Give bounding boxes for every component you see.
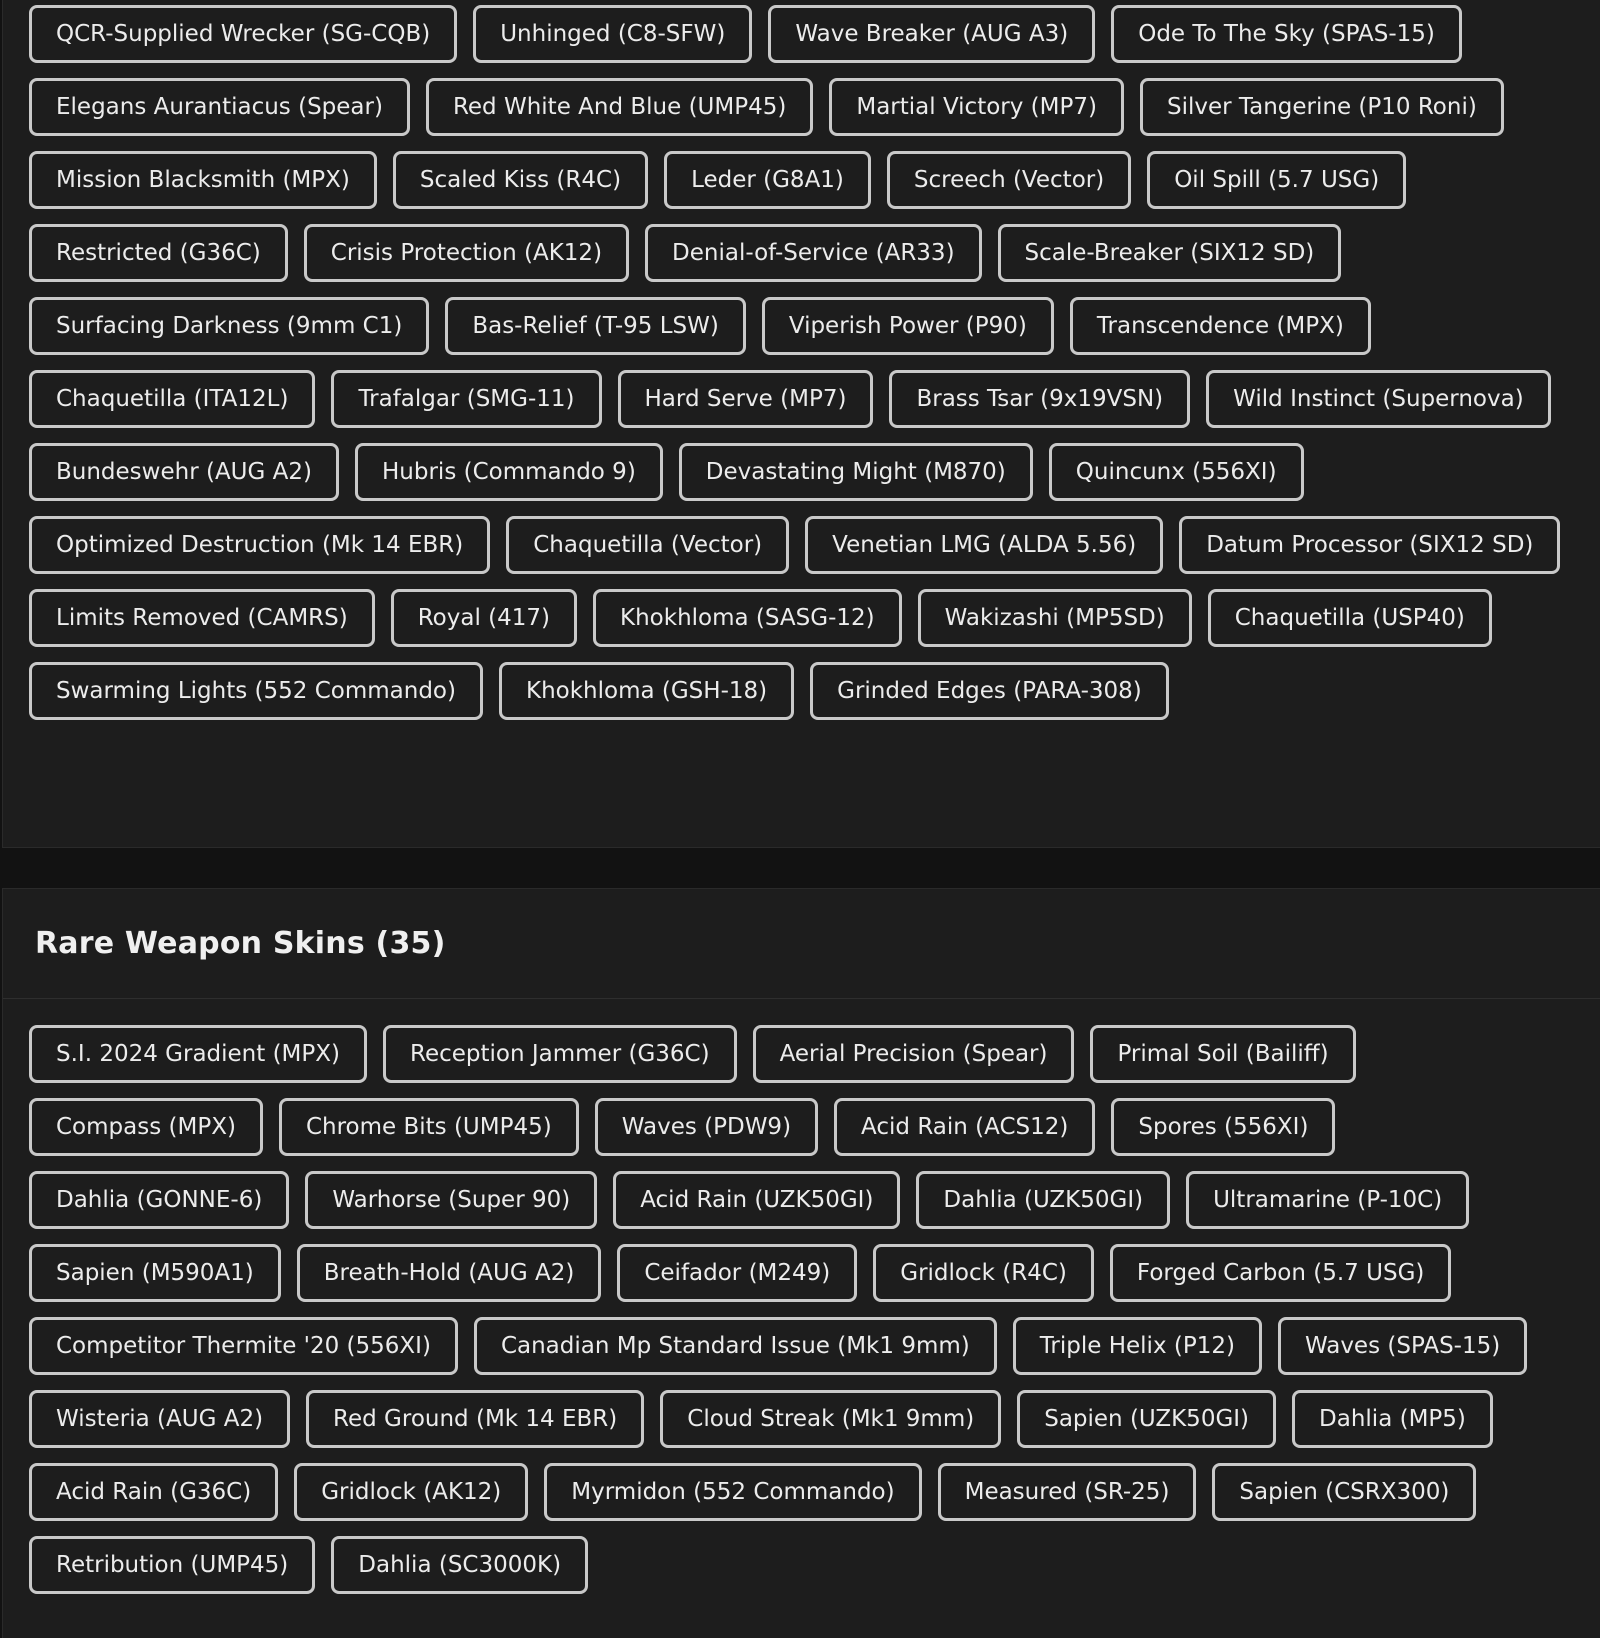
- skin-chip[interactable]: Acid Rain (ACS12): [834, 1098, 1095, 1156]
- skin-chip[interactable]: Chaquetilla (Vector): [506, 516, 789, 574]
- skin-chip[interactable]: QCR-Supplied Wrecker (SG-CQB): [29, 5, 457, 63]
- skin-chip[interactable]: Forged Carbon (5.7 USG): [1110, 1244, 1451, 1302]
- skin-chip[interactable]: Transcendence (MPX): [1070, 297, 1371, 355]
- skin-chip[interactable]: Reception Jammer (G36C): [383, 1025, 737, 1083]
- rare-skins-header: [3, 889, 1600, 999]
- skin-chip[interactable]: Chaquetilla (USP40): [1208, 589, 1492, 647]
- skin-chip[interactable]: Dahlia (MP5): [1292, 1390, 1493, 1448]
- skin-chip[interactable]: Aerial Precision (Spear): [753, 1025, 1075, 1083]
- skin-chip[interactable]: Hard Serve (MP7): [618, 370, 874, 428]
- epic-skins-list: [29, 5, 1586, 720]
- skin-chip[interactable]: Retribution (UMP45): [29, 1536, 315, 1594]
- skin-chip[interactable]: Devastating Might (M870): [679, 443, 1033, 501]
- skin-chip[interactable]: Brass Tsar (9x19VSN): [889, 370, 1190, 428]
- skin-chip[interactable]: Swarming Lights (552 Commando): [29, 662, 483, 720]
- rare-skins-list: [29, 1025, 1586, 1594]
- skin-chip[interactable]: Dahlia (GONNE-6): [29, 1171, 289, 1229]
- skin-chip[interactable]: Waves (PDW9): [595, 1098, 818, 1156]
- skin-chip[interactable]: Hubris (Commando 9): [355, 443, 663, 501]
- skin-chip[interactable]: Gridlock (R4C): [873, 1244, 1094, 1302]
- skin-chip[interactable]: Dahlia (UZK50GI): [916, 1171, 1170, 1229]
- skin-chip[interactable]: Sapien (M590A1): [29, 1244, 281, 1302]
- epic-skins-panel: [2, 0, 1600, 848]
- skin-chip[interactable]: Khokhloma (SASG-12): [593, 589, 902, 647]
- skin-chip[interactable]: Venetian LMG (ALDA 5.56): [805, 516, 1163, 574]
- skin-chip[interactable]: Grinded Edges (PARA-308): [810, 662, 1169, 720]
- skin-chip[interactable]: Waves (SPAS-15): [1278, 1317, 1527, 1375]
- skin-chip[interactable]: Screech (Vector): [887, 151, 1131, 209]
- skin-chip[interactable]: Wave Breaker (AUG A3): [768, 5, 1095, 63]
- skin-chip[interactable]: Viperish Power (P90): [762, 297, 1054, 355]
- skin-chip[interactable]: Primal Soil (Bailiff): [1090, 1025, 1355, 1083]
- skin-chip[interactable]: Leder (G8A1): [664, 151, 871, 209]
- skin-chip[interactable]: Competitor Thermite '20 (556XI): [29, 1317, 458, 1375]
- skin-chip[interactable]: Wild Instinct (Supernova): [1206, 370, 1551, 428]
- skin-chip[interactable]: Scale-Breaker (SIX12 SD): [998, 224, 1342, 282]
- skin-chip[interactable]: Canadian Mp Standard Issue (Mk1 9mm): [474, 1317, 997, 1375]
- skin-chip[interactable]: Red White And Blue (UMP45): [426, 78, 813, 136]
- skin-chip[interactable]: Royal (417): [391, 589, 577, 647]
- skin-chip[interactable]: Measured (SR-25): [938, 1463, 1197, 1521]
- skin-chip[interactable]: Optimized Destruction (Mk 14 EBR): [29, 516, 490, 574]
- skin-chip[interactable]: Cloud Streak (Mk1 9mm): [660, 1390, 1001, 1448]
- skin-chip[interactable]: Acid Rain (G36C): [29, 1463, 278, 1521]
- skin-chip[interactable]: Spores (556XI): [1111, 1098, 1335, 1156]
- skin-chip[interactable]: Warhorse (Super 90): [305, 1171, 597, 1229]
- skin-chip[interactable]: Gridlock (AK12): [294, 1463, 528, 1521]
- skin-chip[interactable]: Sapien (UZK50GI): [1017, 1390, 1276, 1448]
- skin-chip[interactable]: Bundeswehr (AUG A2): [29, 443, 339, 501]
- skin-chip[interactable]: Elegans Aurantiacus (Spear): [29, 78, 410, 136]
- skin-chip[interactable]: S.I. 2024 Gradient (MPX): [29, 1025, 367, 1083]
- skin-chip[interactable]: Datum Processor (SIX12 SD): [1179, 516, 1560, 574]
- skin-chip[interactable]: Ode To The Sky (SPAS-15): [1111, 5, 1462, 63]
- skin-chip[interactable]: Martial Victory (MP7): [829, 78, 1124, 136]
- skin-chip[interactable]: Wisteria (AUG A2): [29, 1390, 290, 1448]
- skin-chip[interactable]: Crisis Protection (AK12): [304, 224, 629, 282]
- skin-chip[interactable]: Acid Rain (UZK50GI): [613, 1171, 900, 1229]
- rare-skins-title: Rare Weapon Skins (35): [35, 926, 446, 961]
- skin-chip[interactable]: Silver Tangerine (P10 Roni): [1140, 78, 1504, 136]
- skin-chip[interactable]: Dahlia (SC3000K): [331, 1536, 588, 1594]
- skin-chip[interactable]: Scaled Kiss (R4C): [393, 151, 648, 209]
- skin-chip[interactable]: Denial-of-Service (AR33): [645, 224, 982, 282]
- skin-chip[interactable]: Quincunx (556XI): [1049, 443, 1304, 501]
- skin-chip[interactable]: Restricted (G36C): [29, 224, 288, 282]
- skin-chip[interactable]: Unhinged (C8-SFW): [473, 5, 752, 63]
- skin-chip[interactable]: Chaquetilla (ITA12L): [29, 370, 315, 428]
- skin-chip[interactable]: Red Ground (Mk 14 EBR): [306, 1390, 644, 1448]
- skin-chip[interactable]: Ultramarine (P-10C): [1186, 1171, 1469, 1229]
- skin-chip[interactable]: Myrmidon (552 Commando): [544, 1463, 921, 1521]
- skin-chip[interactable]: Breath-Hold (AUG A2): [297, 1244, 602, 1302]
- skin-chip[interactable]: Compass (MPX): [29, 1098, 263, 1156]
- skin-chip[interactable]: Chrome Bits (UMP45): [279, 1098, 579, 1156]
- rare-skins-panel: [2, 888, 1600, 1638]
- skin-chip[interactable]: Bas-Relief (T-95 LSW): [445, 297, 746, 355]
- skin-chip[interactable]: Surfacing Darkness (9mm C1): [29, 297, 429, 355]
- skin-chip[interactable]: Trafalgar (SMG-11): [331, 370, 601, 428]
- skin-chip[interactable]: Ceifador (M249): [617, 1244, 857, 1302]
- skin-chip[interactable]: Khokhloma (GSH-18): [499, 662, 794, 720]
- skin-chip[interactable]: Oil Spill (5.7 USG): [1147, 151, 1406, 209]
- skin-chip[interactable]: Mission Blacksmith (MPX): [29, 151, 377, 209]
- skin-chip[interactable]: Limits Removed (CAMRS): [29, 589, 375, 647]
- skin-chip[interactable]: Wakizashi (MP5SD): [918, 589, 1192, 647]
- skin-chip[interactable]: Triple Helix (P12): [1013, 1317, 1262, 1375]
- skin-chip[interactable]: Sapien (CSRX300): [1212, 1463, 1476, 1521]
